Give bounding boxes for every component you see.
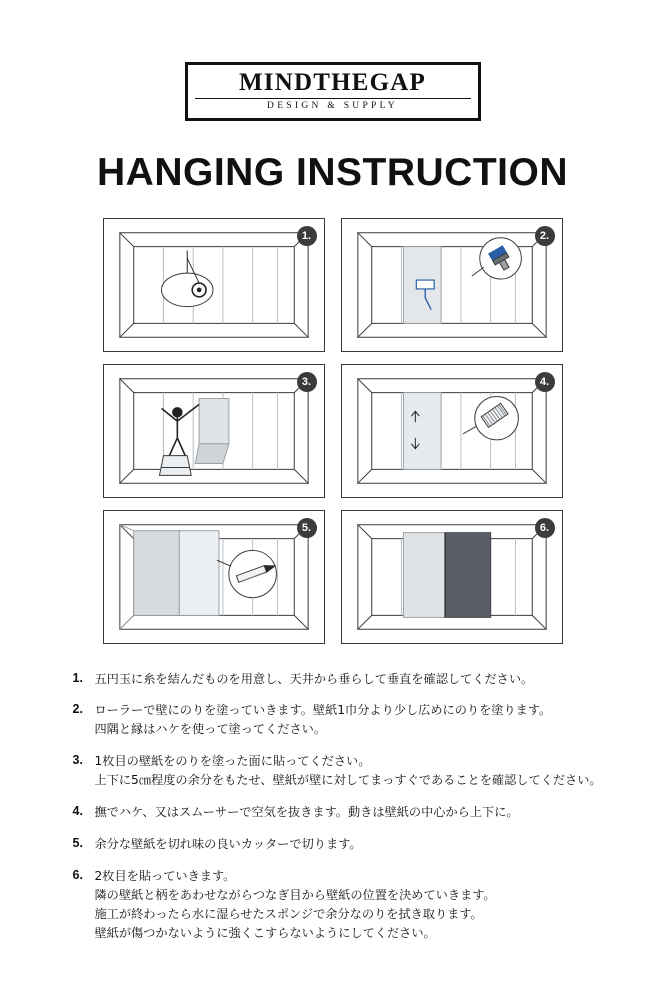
step-badge: 1. [297, 226, 317, 246]
instruction-line: 施工が終わったら水に湿らせたスポンジで余分なのりを拭き取ります。 [94, 906, 483, 921]
step-badge: 2. [535, 226, 555, 246]
step-badge: 4. [535, 372, 555, 392]
instruction-panels [103, 218, 563, 644]
instruction-number: 2. [72, 702, 83, 717]
room-illustration-4 [342, 365, 562, 497]
panel-step-3-apply-paper [103, 364, 325, 498]
list-item [73, 670, 593, 689]
room-illustration-3 [104, 365, 324, 497]
list-item [73, 803, 593, 822]
instruction-line: 五円玉に糸を結んだものを用意し、天井から垂らして垂直を確認してください。 [94, 671, 534, 686]
document-page [0, 62, 665, 1003]
list-item [72, 752, 602, 790]
instruction-number: 5. [72, 835, 83, 850]
instructions-list [72, 670, 602, 943]
brand-logo [0, 62, 665, 121]
logo-divider [195, 98, 471, 99]
instruction-number: 1. [72, 670, 83, 685]
instruction-line: 撫でハケ、又はスムーサーで空気を抜きます。動きは壁紙の中心から上下に。 [94, 805, 519, 820]
panel-step-6-next-drop [341, 510, 563, 644]
instruction-line: 四隅と縁はハケを使って塗ってください。 [94, 722, 327, 737]
list-item [73, 835, 593, 854]
instruction-line: 壁紙が傷つかないように強くこすらないようにしてください。 [94, 925, 436, 940]
instruction-body [95, 752, 602, 790]
instruction-line: 2枚目を貼っていきます。 [94, 868, 236, 883]
instruction-body [95, 867, 593, 943]
room-illustration-6 [342, 511, 562, 643]
panel-step-4-smoothing-brush [341, 364, 563, 498]
instruction-body [95, 670, 593, 689]
panel-step-1-plumb-line [103, 218, 325, 352]
instruction-body [95, 701, 593, 739]
list-item [73, 701, 593, 739]
instruction-body [95, 803, 593, 822]
step-badge: 5. [297, 518, 317, 538]
instruction-line: 1枚目の壁紙をのりを塗った面に貼ってください。 [94, 754, 371, 769]
room-illustration-2 [342, 219, 562, 351]
panel-step-5-trim-cutter [103, 510, 325, 644]
logo-box [185, 62, 481, 121]
instruction-line: 上下に5㎝程度の余分をもたせ、壁紙が壁に対してまっすぐであることを確認してください。 [94, 773, 602, 788]
room-illustration-5 [104, 511, 324, 643]
step-badge: 3. [297, 372, 317, 392]
room-illustration-1 [104, 219, 324, 351]
page-title: HANGING INSTRUCTION [97, 150, 568, 194]
instruction-line: 隣の壁紙と柄をあわせながらつなぎ目から壁紙の位置を決めていきます。 [94, 887, 496, 902]
instruction-number: 4. [72, 804, 83, 819]
step-badge: 6. [535, 518, 555, 538]
panel-step-2-paste-roller [341, 218, 563, 352]
instruction-line: ローラーで壁にのりを塗っていきます。壁紙1巾分より少し広めにのりを塗ります。 [94, 703, 552, 718]
logo-tagline: DESIGN & SUPPLY [267, 101, 398, 111]
list-item [73, 867, 593, 943]
instruction-body [95, 835, 593, 854]
instruction-line: 余分な壁紙を切れ味の良いカッターで切ります。 [94, 836, 362, 851]
logo-wordmark: MINDTHEGAP [239, 69, 426, 96]
instruction-number: 6. [72, 867, 83, 882]
instruction-number: 3. [72, 753, 83, 768]
